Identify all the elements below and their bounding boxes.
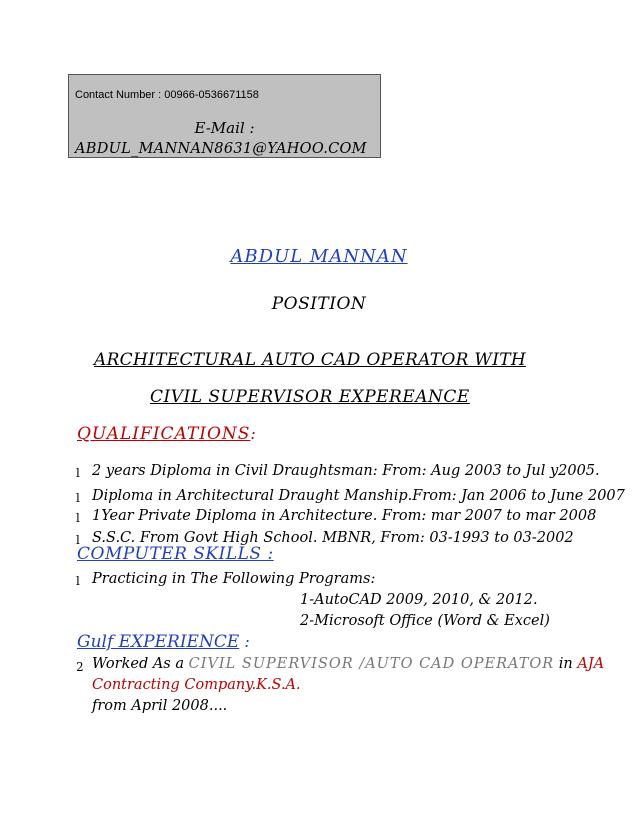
experience-line-1	[92, 656, 604, 672]
experience-from-date: from April 2008....	[92, 698, 228, 714]
qualifications-title: QUALIFICATIONS	[77, 424, 251, 444]
objective-line-2: CIVIL SUPERVISOR EXPEREANCE	[150, 387, 470, 407]
job-role: CIVIL SUPERVISOR /AUTO CAD OPERATOR	[188, 656, 555, 672]
bullet-marker: 2	[76, 660, 84, 674]
qualification-item: S.S.C. From Govt High School. MBNR, From: 03-1993 to 03-2002	[92, 530, 574, 546]
bullet-marker: l	[76, 511, 80, 525]
bullet-marker: l	[76, 533, 80, 547]
objective-line-1: ARCHITECTURAL AUTO CAD OPERATOR WITH	[94, 350, 526, 370]
in-text: in	[554, 656, 578, 672]
contact-box	[68, 74, 381, 158]
qualifications-heading	[77, 424, 257, 444]
email-label: E-Mail :	[194, 119, 255, 137]
gulf-experience-title: Gulf EXPERIENCE	[77, 632, 240, 652]
gulf-experience-heading	[77, 632, 250, 652]
candidate-name: ABDUL MANNAN	[230, 246, 408, 267]
worked-as-text: Worked As a	[92, 656, 189, 672]
qualifications-colon: :	[250, 424, 257, 443]
skill-program: 2-Microsoft Office (Word & Excel)	[300, 613, 550, 629]
computer-skills-heading: COMPUTER SKILLS :	[77, 544, 274, 564]
company-short-name: AJA	[577, 656, 605, 672]
contact-number: Contact Number : 00966-0536671158	[75, 89, 259, 101]
qualification-item: 1Year Private Diploma in Architecture. From: mar 2007 to mar 2008	[92, 508, 597, 524]
email-address: ABDUL_MANNAN8631@YAHOO.COM	[75, 141, 367, 157]
bullet-marker: l	[76, 491, 80, 505]
skill-program: 1-AutoCAD 2009, 2010, & 2012.	[300, 592, 538, 608]
position-heading: POSITION	[271, 294, 367, 314]
qualification-item: 2 years Diploma in Civil Draughtsman: From: Aug 2003 to Jul y2005.	[92, 463, 600, 479]
bullet-marker: l	[76, 574, 80, 588]
company-name: Contracting Company.K.S.A.	[92, 677, 301, 693]
qualification-item: Diploma in Architectural Draught Manship.From: Jan 2006 to June 2007	[92, 488, 625, 504]
gulf-experience-colon: :	[239, 632, 250, 651]
skills-intro: Practicing in The Following Programs:	[92, 571, 376, 587]
bullet-marker: l	[76, 466, 80, 480]
